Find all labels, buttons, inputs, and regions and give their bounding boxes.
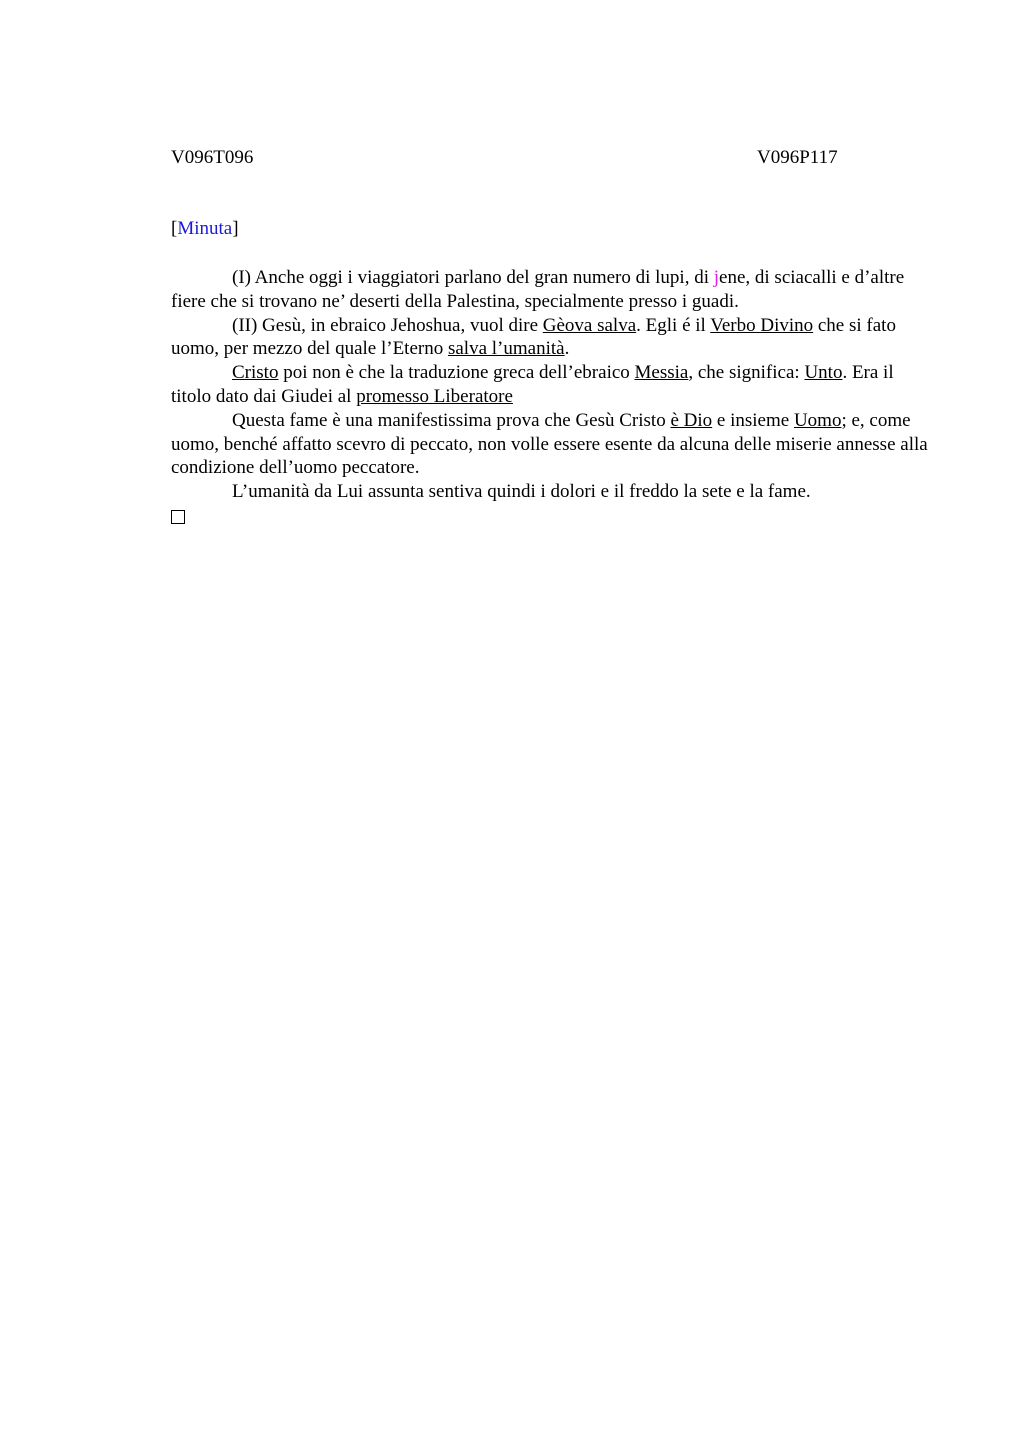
note3-text-a: poi non è che la traduzione greca dell’ebraico bbox=[278, 362, 635, 384]
note3-underline-c: Unto bbox=[804, 362, 843, 384]
document-code-left: V096T096 bbox=[171, 147, 254, 168]
note4-text-b: e insieme bbox=[712, 409, 794, 431]
note4-text-c: ; e, come uomo, benché affatto scevro di peccato, non volle essere esente da alcuna delle miserie annesse alla condizione dell’uomo peccatore. bbox=[171, 409, 928, 479]
end-marker bbox=[171, 504, 931, 531]
close-bracket: ] bbox=[232, 218, 239, 239]
note1-text-b: ene, di sciacalli e d’altre fiere che si trovano ne’ deserti della Palestina, specialmente presso i guadi. bbox=[171, 267, 905, 312]
note1-highlight: j bbox=[713, 267, 720, 288]
note4-underline-a: è Dio bbox=[670, 409, 713, 431]
note5-text: L’umanità da Lui assunta sentiva quindi i dolori e il freddo la sete e la fame. bbox=[232, 481, 811, 503]
note2-underline-b: Verbo Divino bbox=[710, 314, 814, 336]
document-code-right: V096P117 bbox=[757, 147, 838, 168]
note4-text-a: Questa fame è una manifestissima prova che Gesù Cristo bbox=[232, 409, 671, 431]
note2-underline-c: salva l’umanità bbox=[447, 338, 565, 360]
note2-text-c: che si fato uomo, per mezzo del quale l’Eterno bbox=[171, 314, 896, 360]
note3-text-b: , che significa: bbox=[688, 362, 805, 384]
note4-underline-b: Uomo bbox=[793, 409, 842, 431]
paragraph-note-2 bbox=[171, 314, 931, 362]
open-bracket: [ bbox=[171, 218, 178, 239]
note1-text-a: (I) Anche oggi i viaggiatori parlano del gran numero di lupi, di bbox=[232, 267, 714, 288]
note3-text-c: . Era il titolo dato dai Giudei al bbox=[171, 362, 894, 407]
paragraph-note-4 bbox=[171, 409, 931, 480]
note2-text-a: (II) Gesù, in ebraico Jehoshua, vuol dire bbox=[232, 314, 543, 336]
document-body bbox=[171, 266, 931, 531]
note2-text-b: . Egli é il bbox=[636, 314, 711, 336]
section-label-text: Minuta bbox=[177, 218, 233, 239]
note3-underline-b: Messia bbox=[634, 362, 689, 384]
section-label bbox=[171, 217, 239, 241]
paragraph-note-1 bbox=[171, 266, 931, 314]
square-outline-icon bbox=[171, 510, 185, 524]
note3-underline-d: promesso Liberatore bbox=[356, 385, 513, 407]
note2-underline-a: Gèova salva bbox=[542, 314, 637, 336]
paragraph-note-3 bbox=[171, 361, 931, 409]
paragraph-note-5 bbox=[171, 480, 931, 504]
note2-text-d: . bbox=[564, 338, 570, 360]
note3-underline-a: Cristo bbox=[232, 362, 279, 384]
